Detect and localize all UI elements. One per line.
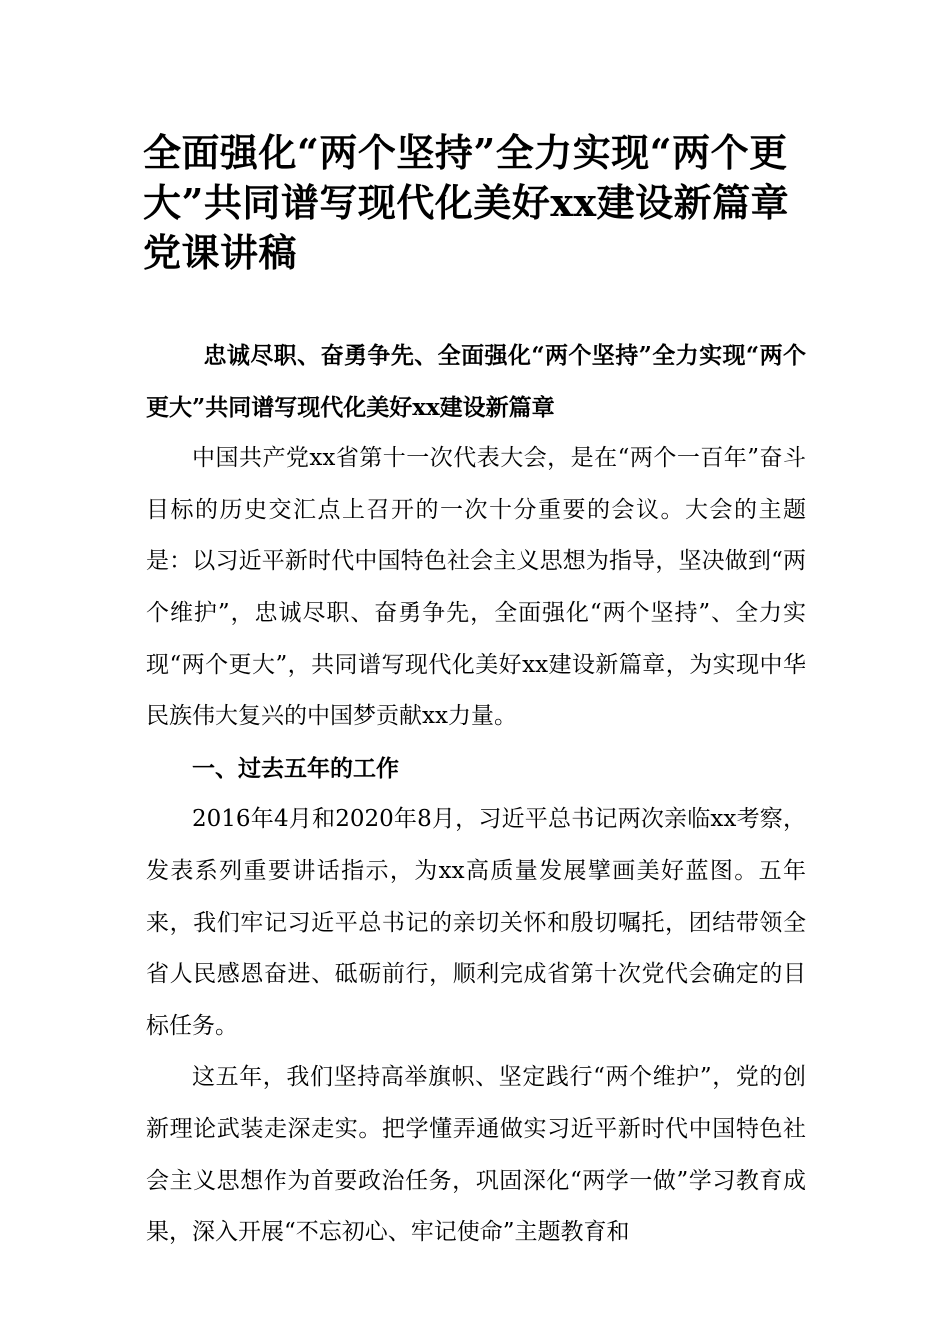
- document-title: 全面强化“两个坚持”全力实现“两个更大”共同谱写现代化美好xx建设新篇章党课讲稿: [143, 130, 790, 275]
- paragraph-five-years: 这五年，我们坚持高举旗帜、坚定践行“两个维护”，党的创新理论武装走深走实。把学懂弄通做实习近平新时代中国特色社会主义思想作为首要政治任务，巩固深化“两学一做”学习教育成果，深入开展“不忘初心、牢记使命”主题教育和: [146, 1064, 806, 1246]
- document-body: [146, 330, 806, 1259]
- document-subtitle: 忠诚尽职、奋勇争先、全面强化“两个坚持”全力实现“两个更大”共同谱写现代化美好xx建设新篇章: [146, 342, 806, 421]
- section-heading: 一、过去五年的工作: [192, 754, 399, 782]
- paragraph-intro: 中国共产党xx省第十一次代表大会，是在“两个一百年”奋斗目标的历史交汇点上召开的一次十分重要的会议。大会的主题是：以习近平新时代中国特色社会主义思想为指导，坚决做到“两个维护”，忠诚尽职、奋勇争先，全面强化“两个坚持”、全力实现“两个更大”，共同谱写现代化美好xx建设新篇章，为实现中华民族伟大复兴的中国梦贡献xx力量。: [146, 445, 806, 730]
- paragraph-visit: 2016年4月和2020年8月，习近平总书记两次亲临xx考察，发表系列重要讲话指示，为xx高质量发展擘画美好蓝图。五年来，我们牢记习近平总书记的亲切关怀和殷切嘱托，团结带领全省人民感恩奋进、砥砺前行，顺利完成省第十次党代会确定的目标任务。: [146, 806, 806, 1039]
